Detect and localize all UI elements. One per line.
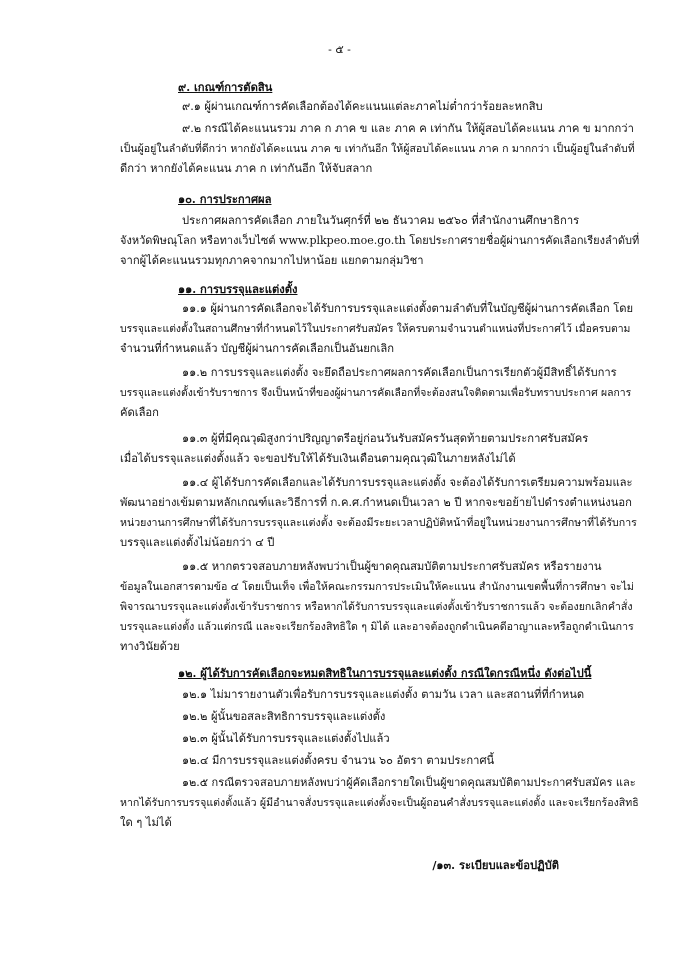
section-11-2-line-3: คัดเลือก xyxy=(120,406,159,419)
section-11-1-line-1: ๑๑.๑ ผู้ผ่านการคัดเลือกจะได้รับการบรรจุและแต่งตั้งตามลำดับที่ในบัญชีผู้ผ่านการคัดเลือก โดย xyxy=(182,302,634,315)
section-10-line-1: ประกาศผลการคัดเลือก ภายในวันศุกร์ที่ ๒๒ ธันวาคม ๒๕๖๐ ที่สำนักงานศึกษาธิการ xyxy=(182,214,580,227)
section-11-4-line-2: พัฒนาอย่างเข้มตามหลักเกณฑ์และวิธีการที่ ก.ค.ศ.กำหนดเป็นเวลา ๒ ปี หากจะขอย้ายไปดำรงตำแหน่งนอก xyxy=(120,496,632,509)
section-11-5-line-3: พิจารณาบรรจุและแต่งตั้งเข้ารับราชการ หรือหากได้รับการบรรจุและแต่งตั้งเข้ารับราชการแล้ว จะต้องยกเลิกคำสั่ง xyxy=(120,601,633,613)
section-12-5-line-2: หากได้รับการบรรจุแต่งตั้งแล้ว ผู้มีอำนาจสั่งบรรจุและแต่งตั้งจะเป็นผู้ถอนคำสั่งบรรจุและแต่งตั้ง และจะเรียกร้องสิทธิ xyxy=(120,797,639,809)
section-11-2-line-1: ๑๑.๒ การบรรจุและแต่งตั้ง จะยึดถือประกาศผลการคัดเลือกเป็นการเรียกตัวผู้มีสิทธิ์ได้รับการ xyxy=(182,366,617,379)
section-12-5-line-1: ๑๒.๕ กรณีตรวจสอบภายหลังพบว่าผู้คัดเลือกรายใดเป็นผู้ขาดคุณสมบัติตามประกาศรับสมัคร และ xyxy=(182,776,636,789)
section-9-2-line-3: ดีกว่า หากยังได้คะแนน ภาค ก เท่ากันอีก ให้จับสลาก xyxy=(120,162,373,175)
section-12-5-line-3: ใด ๆ ไม่ได้ xyxy=(120,816,172,829)
section-11-5-line-5: ทางวินัยด้วย xyxy=(120,640,180,653)
section-11-5-line-2: ข้อมูลในเอกสารตามข้อ ๔ โดยเป็นเท็จ เพื่อให้คณะกรรมการประเมินให้คะแนน สำนักงานเขตพื้นที่การศึกษา จะไม่ xyxy=(120,581,634,593)
section-12-4: ๑๒.๔ มีการบรรจุและแต่งตั้งครบ จำนวน ๖๐ อัตรา ตามประกาศนี้ xyxy=(182,754,495,767)
section-9-heading: ๙. เกณฑ์การตัดสิน xyxy=(178,80,273,94)
section-12-3: ๑๒.๓ ผู้นั้นได้รับการบรรจุและแต่งตั้งไปแล้ว xyxy=(182,732,390,745)
section-12-1: ๑๒.๑ ไม่มารายงานตัวเพื่อรับการบรรจุและแต่งตั้ง ตามวัน เวลา และสถานที่ที่กำหนด xyxy=(182,688,585,701)
section-12-2: ๑๒.๒ ผู้นั้นขอสละสิทธิการบรรจุและแต่งตั้ง xyxy=(182,710,386,723)
section-11-4-line-1: ๑๑.๔ ผู้ได้รับการคัดเลือกและได้รับการบรรจุและแต่งตั้ง จะต้องได้รับการเตรียมความพร้อมและ xyxy=(182,476,633,489)
section-11-4-line-4: บรรจุและแต่งตั้งไม่น้อยกว่า ๔ ปี xyxy=(120,536,275,549)
page-number: - ๕ - xyxy=(328,43,351,56)
section-11-3-line-1: ๑๑.๓ ผู้ที่มีคุณวุฒิสูงกว่าปริญญาตรีอยู่ก่อนวันรับสมัครวันสุดท้ายตามประกาศรับสมัคร xyxy=(182,432,589,445)
section-11-2-line-2: บรรจุและแต่งตั้งเข้ารับราชการ จึงเป็นหน้าที่ของผู้ผ่านการคัดเลือกที่จะต้องสนใจติดตามเพื่อรับทราบประกาศ ผลการ xyxy=(120,387,632,399)
next-section-reference: /๑๓. ระเบียบและข้อปฏิบัติ xyxy=(432,858,559,872)
section-10-line-3: จากผู้ได้คะแนนรวมทุกภาคจากมากไปหาน้อย แยกตามกลุ่มวิชา xyxy=(120,254,424,267)
section-12-heading: ๑๒. ผู้ได้รับการคัดเลือกจะหมดสิทธิในการบรรจุและแต่งตั้ง กรณีใดกรณีหนึ่ง ดังต่อไปนี้ xyxy=(178,666,592,680)
section-11-5-line-4: บรรจุและแต่งตั้ง แล้วแต่กรณี และจะเรียกร้องสิทธิใด ๆ มิได้ และอาจต้องถูกดำเนินคดีอาญาและหรือถูกดำเนินการ xyxy=(120,621,634,633)
section-9-2-line-2: เป็นผู้อยู่ในลำดับที่ดีกว่า หากยังได้คะแนน ภาค ข เท่ากันอีก ให้ผู้สอบได้คะแนน ภาค ก มากกว่า เป็นผู้อยู่ในลำดับที่ xyxy=(120,143,635,155)
section-11-1-line-2: บรรจุและแต่งตั้งในสถานศึกษาที่กำหนดไว้ในประกาศรับสมัคร ให้ครบตามจำนวนตำแหน่งที่ประกาศไว้ เมื่อครบตาม xyxy=(120,323,631,335)
section-11-4-line-3: หน่วยงานการศึกษาที่ได้รับการบรรจุและแต่งตั้ง จะต้องมีระยะเวลาปฏิบัติหน้าที่อยู่ในหน่วยงานการศึกษาที่ได้รับการ xyxy=(120,517,637,529)
section-10-line-2: จังหวัดพิษณุโลก หรือทางเว็บไซต์ www.plkpeo.moe.go.th โดยประกาศรายชื่อผู้ผ่านการคัดเลือกเรียงลำดับที่ xyxy=(120,234,640,247)
section-11-1-line-3: จำนวนที่กำหนดแล้ว บัญชีผู้ผ่านการคัดเลือกเป็นอันยกเลิก xyxy=(120,342,395,355)
section-9-1: ๙.๑ ผู้ผ่านเกณฑ์การคัดเลือกต้องได้คะแนนแต่ละภาคไม่ต่ำกว่าร้อยละหกสิบ xyxy=(182,100,543,113)
section-9-2-line-1: ๙.๒ กรณีได้คะแนนรวม ภาค ก ภาค ข และ ภาค ค เท่ากัน ให้ผู้สอบได้คะแนน ภาค ข มากกว่า xyxy=(182,122,634,135)
section-11-5-line-1: ๑๑.๕ หากตรวจสอบภายหลังพบว่าเป็นผู้ขาดคุณสมบัติตามประกาศรับสมัคร หรือรายงาน xyxy=(182,560,602,573)
section-11-heading: ๑๑. การบรรจุและแต่งตั้ง xyxy=(178,282,298,296)
section-10-heading: ๑๐. การประกาศผล xyxy=(178,192,272,206)
section-11-3-line-2: เมื่อได้บรรจุและแต่งตั้งแล้ว จะขอปรับให้ได้รับเงินเดือนตามคุณวุฒิในภายหลังไม่ได้ xyxy=(120,452,516,465)
